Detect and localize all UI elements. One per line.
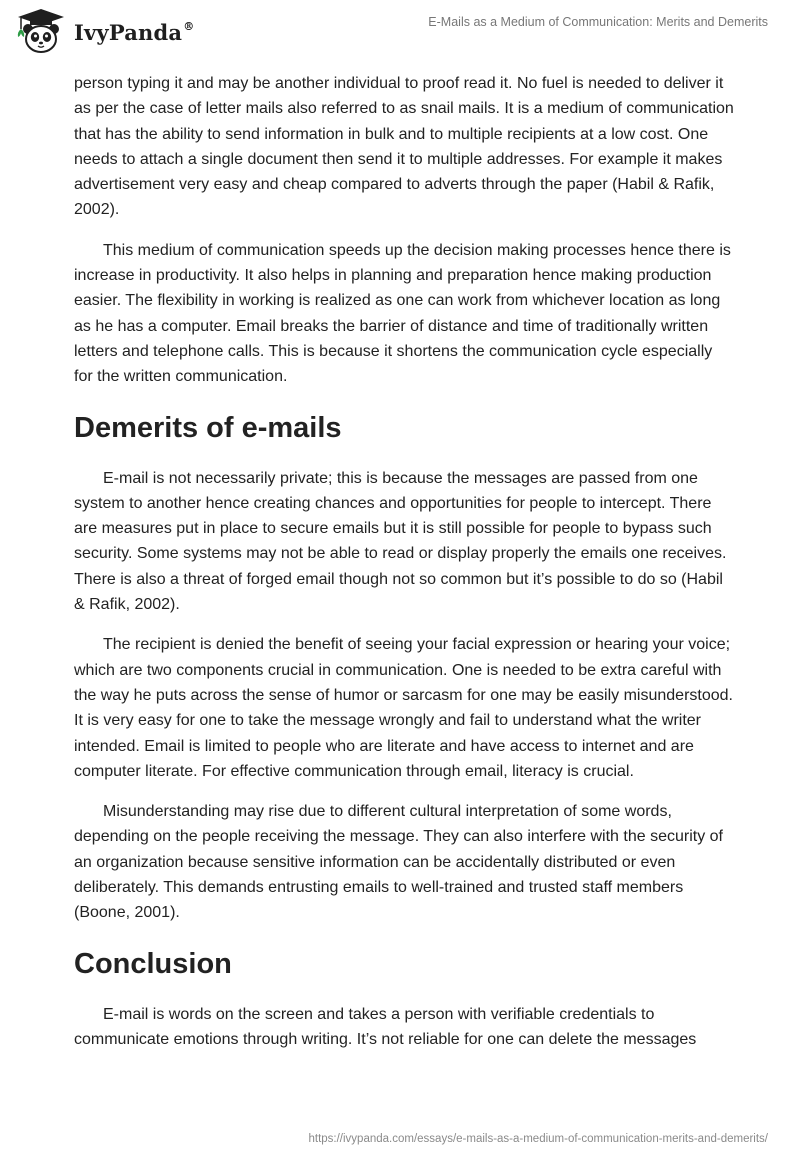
document-title: E-Mails as a Medium of Communication: Merits and Demerits bbox=[428, 15, 768, 29]
paragraph-5: Misunderstanding may rise due to different cultural interpretation of some words, depending on the people receiving the message. They can also interfere with the security of an organization because sensitive information can be accidentally distributed or even deliberately. This demands entrusting emails to well-trained and trusted staff members (Boone, 2001). bbox=[74, 803, 723, 922]
essay-body bbox=[74, 71, 734, 1067]
ivypanda-logo[interactable] bbox=[14, 7, 194, 57]
source-url[interactable]: https://ivypanda.com/essays/e-mails-as-a-medium-of-communication-merits-and-demerits/ bbox=[308, 1133, 768, 1145]
brand-name bbox=[74, 20, 194, 45]
panda-graduate-icon bbox=[14, 7, 68, 57]
paragraph-6: E-mail is words on the screen and takes a person with verifiable credentials to communicate emotions through writing. It’s not reliable for one can delete the messages bbox=[74, 1005, 697, 1048]
registered-mark: ® bbox=[183, 19, 195, 33]
paragraph-4: The recipient is denied the benefit of seeing your facial expression or hearing your voice; which are two components crucial in communication. One is needed to be extra careful with the way he puts across the sense of humor or sarcasm for one may be easily misunderstood. It is very easy for one to take the message wrongly and fail to understand what the writer intended. Email is limited to people who are literate and have access to internet and are computer literate. For effective communication through email, literacy is crucial. bbox=[74, 636, 733, 780]
page-header bbox=[0, 0, 800, 66]
paragraph-3: E-mail is not necessarily private; this is because the messages are passed from one system to another hence creating chances and opportunities for people to intercept. There are measures put in place to secure emails but it is still possible for people to bypass such security. Some systems may not be able to read or display properly the emails one receives. There is also a threat of forged email though not so common but it’s possible to do so (Habil & Rafik, 2002). bbox=[74, 469, 727, 614]
paragraph-1: person typing it and may be another individual to proof read it. No fuel is needed to deliver it as per the case of letter mails also referred to as snail mails. It is a medium of communication that has the ability to send information in bulk and to multiple recipients at a low cost. One needs to attach a single document then send it to multiple addresses. For example it makes advertisement very easy and cheap compared to adverts through the paper (Habil & Rafik, 2002). bbox=[74, 75, 734, 219]
heading-conclusion: Conclusion bbox=[74, 947, 232, 980]
paragraph-2: This medium of communication speeds up the decision making processes hence there is increase in productivity. It also helps in planning and preparation hence making production easier. The flexibility in working is realized as one can work from whichever location as long as he has a computer. Email breaks the barrier of distance and time of traditionally written letters and telephone calls. This is because it shortens the communication cycle especially for the written communication. bbox=[74, 241, 731, 386]
heading-demerits: Demerits of e-mails bbox=[74, 411, 342, 444]
brand-name-text: IvyPanda bbox=[74, 19, 183, 45]
